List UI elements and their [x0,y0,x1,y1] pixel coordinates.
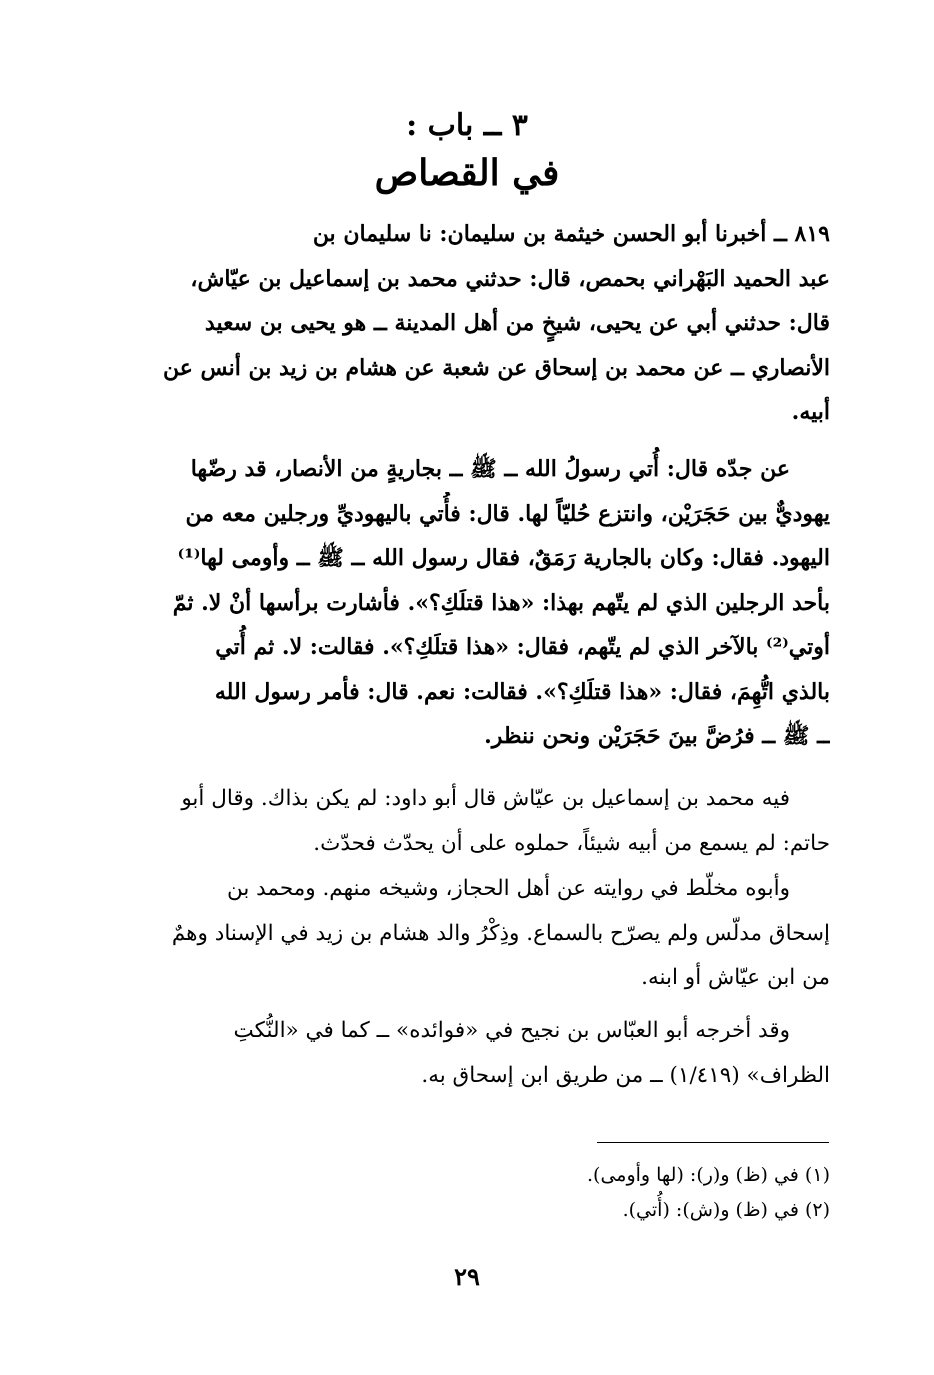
matn-line: ــ ﷺ ــ فرُضَّ بينَ حَجَرَيْن ونحن ننظر. [484,723,830,749]
footnotes [130,1158,830,1228]
commentary-paragraph [130,777,830,866]
commentary-line: وقد أخرجه أبو العبّاس بن نجيح في «فوائده» ــ كما في «النُّكتِ [233,1018,790,1043]
matn-line: يهوديٌّ بين حَجَرَيْن، وانتزع حُليّاً لها. قال: فأُتي باليهوديِّ ورجلين معه من [185,500,830,527]
commentary-line: الظراف» (١/٤١٩) ــ من طريق ابن إسحاق به. [421,1062,830,1088]
isnad-line: قال: حدثني أبي عن يحيى، شيخٍ من أهل المدينة ــ هو يحيى بن سعيد [204,310,830,336]
hadith-matn [130,447,830,759]
isnad-line: أبيه. [791,399,830,425]
commentary-line: فيه محمد بن إسماعيل بن عيّاش قال أبو داود: لم يكن بذاك. وقال أبو [181,786,790,811]
matn-line: اليهود. فقال: وكان بالجارية رَمَقٌ، فقال رسول الله ــ ﷺ ــ وأومى لها⁽¹⁾ [177,545,830,571]
hadith-isnad [130,212,830,435]
commentary-line: وأبوه مخلّط في روايته عن أهل الحجاز، وشيخه منهم. ومحمد بن [226,876,790,901]
footnote: (١) في (ظ) و(ر): (لها وأومى). [587,1164,830,1186]
commentary-line: حاتم: لم يسمع من أبيه شيئاً، حملوه على أن يحدّث فحدّث. [313,830,830,856]
matn-line: أوتي⁽²⁾ بالآخر الذي لم يتّهم، فقال: «هذا قتلَكِ؟». فقالت: لا. ثم أُتي [215,634,830,660]
footnote-separator [597,1142,829,1143]
matn-line: عن جدّه قال: أُتي رسولُ الله ــ ﷺ ــ بجاريةٍ من الأنصار، قد رضّها [190,456,790,482]
footnote: (٢) في (ظ) و(ش): (أُتي). [622,1199,830,1221]
commentary-line: إسحاق مدلّس ولم يصرّح بالسماع. وذِكْرُ والد هشام بن زيد في الإسناد وهمٌ [171,920,830,946]
isnad-line: الأنصاري ــ عن محمد بن إسحاق عن شعبة عن هشام بن زيد بن أنس عن [162,354,830,381]
page-number: ٢٩ [454,1262,480,1291]
matn-line: بالذي اتُّهِمَ، فقال: «هذا قتلَكِ؟». فقالت: نعم. قال: فأمر رسول الله [214,678,830,705]
isnad-line: عبد الحميد البَهْراني بحمص، قال: حدثني محمد بن إسماعيل بن عيّاش، [190,265,830,292]
commentary-paragraph [130,867,830,1001]
chapter-number: ٣ ــ باب : [406,108,528,143]
isnad-line: ٨١٩ ــ أخبرنا أبو الحسن خيثمة بن سليمان: نا سليمان بن [312,221,830,247]
matn-line: بأحد الرجلين الذي لم يتّهم بهذا: «هذا قتلَكِ؟». فأشارت برأسها أنْ لا. ثمّ [172,589,830,616]
commentary-paragraph [130,1009,830,1098]
commentary-line: من ابن عيّاش أو ابنه. [641,965,830,990]
chapter-title: في القصاص [374,152,560,194]
